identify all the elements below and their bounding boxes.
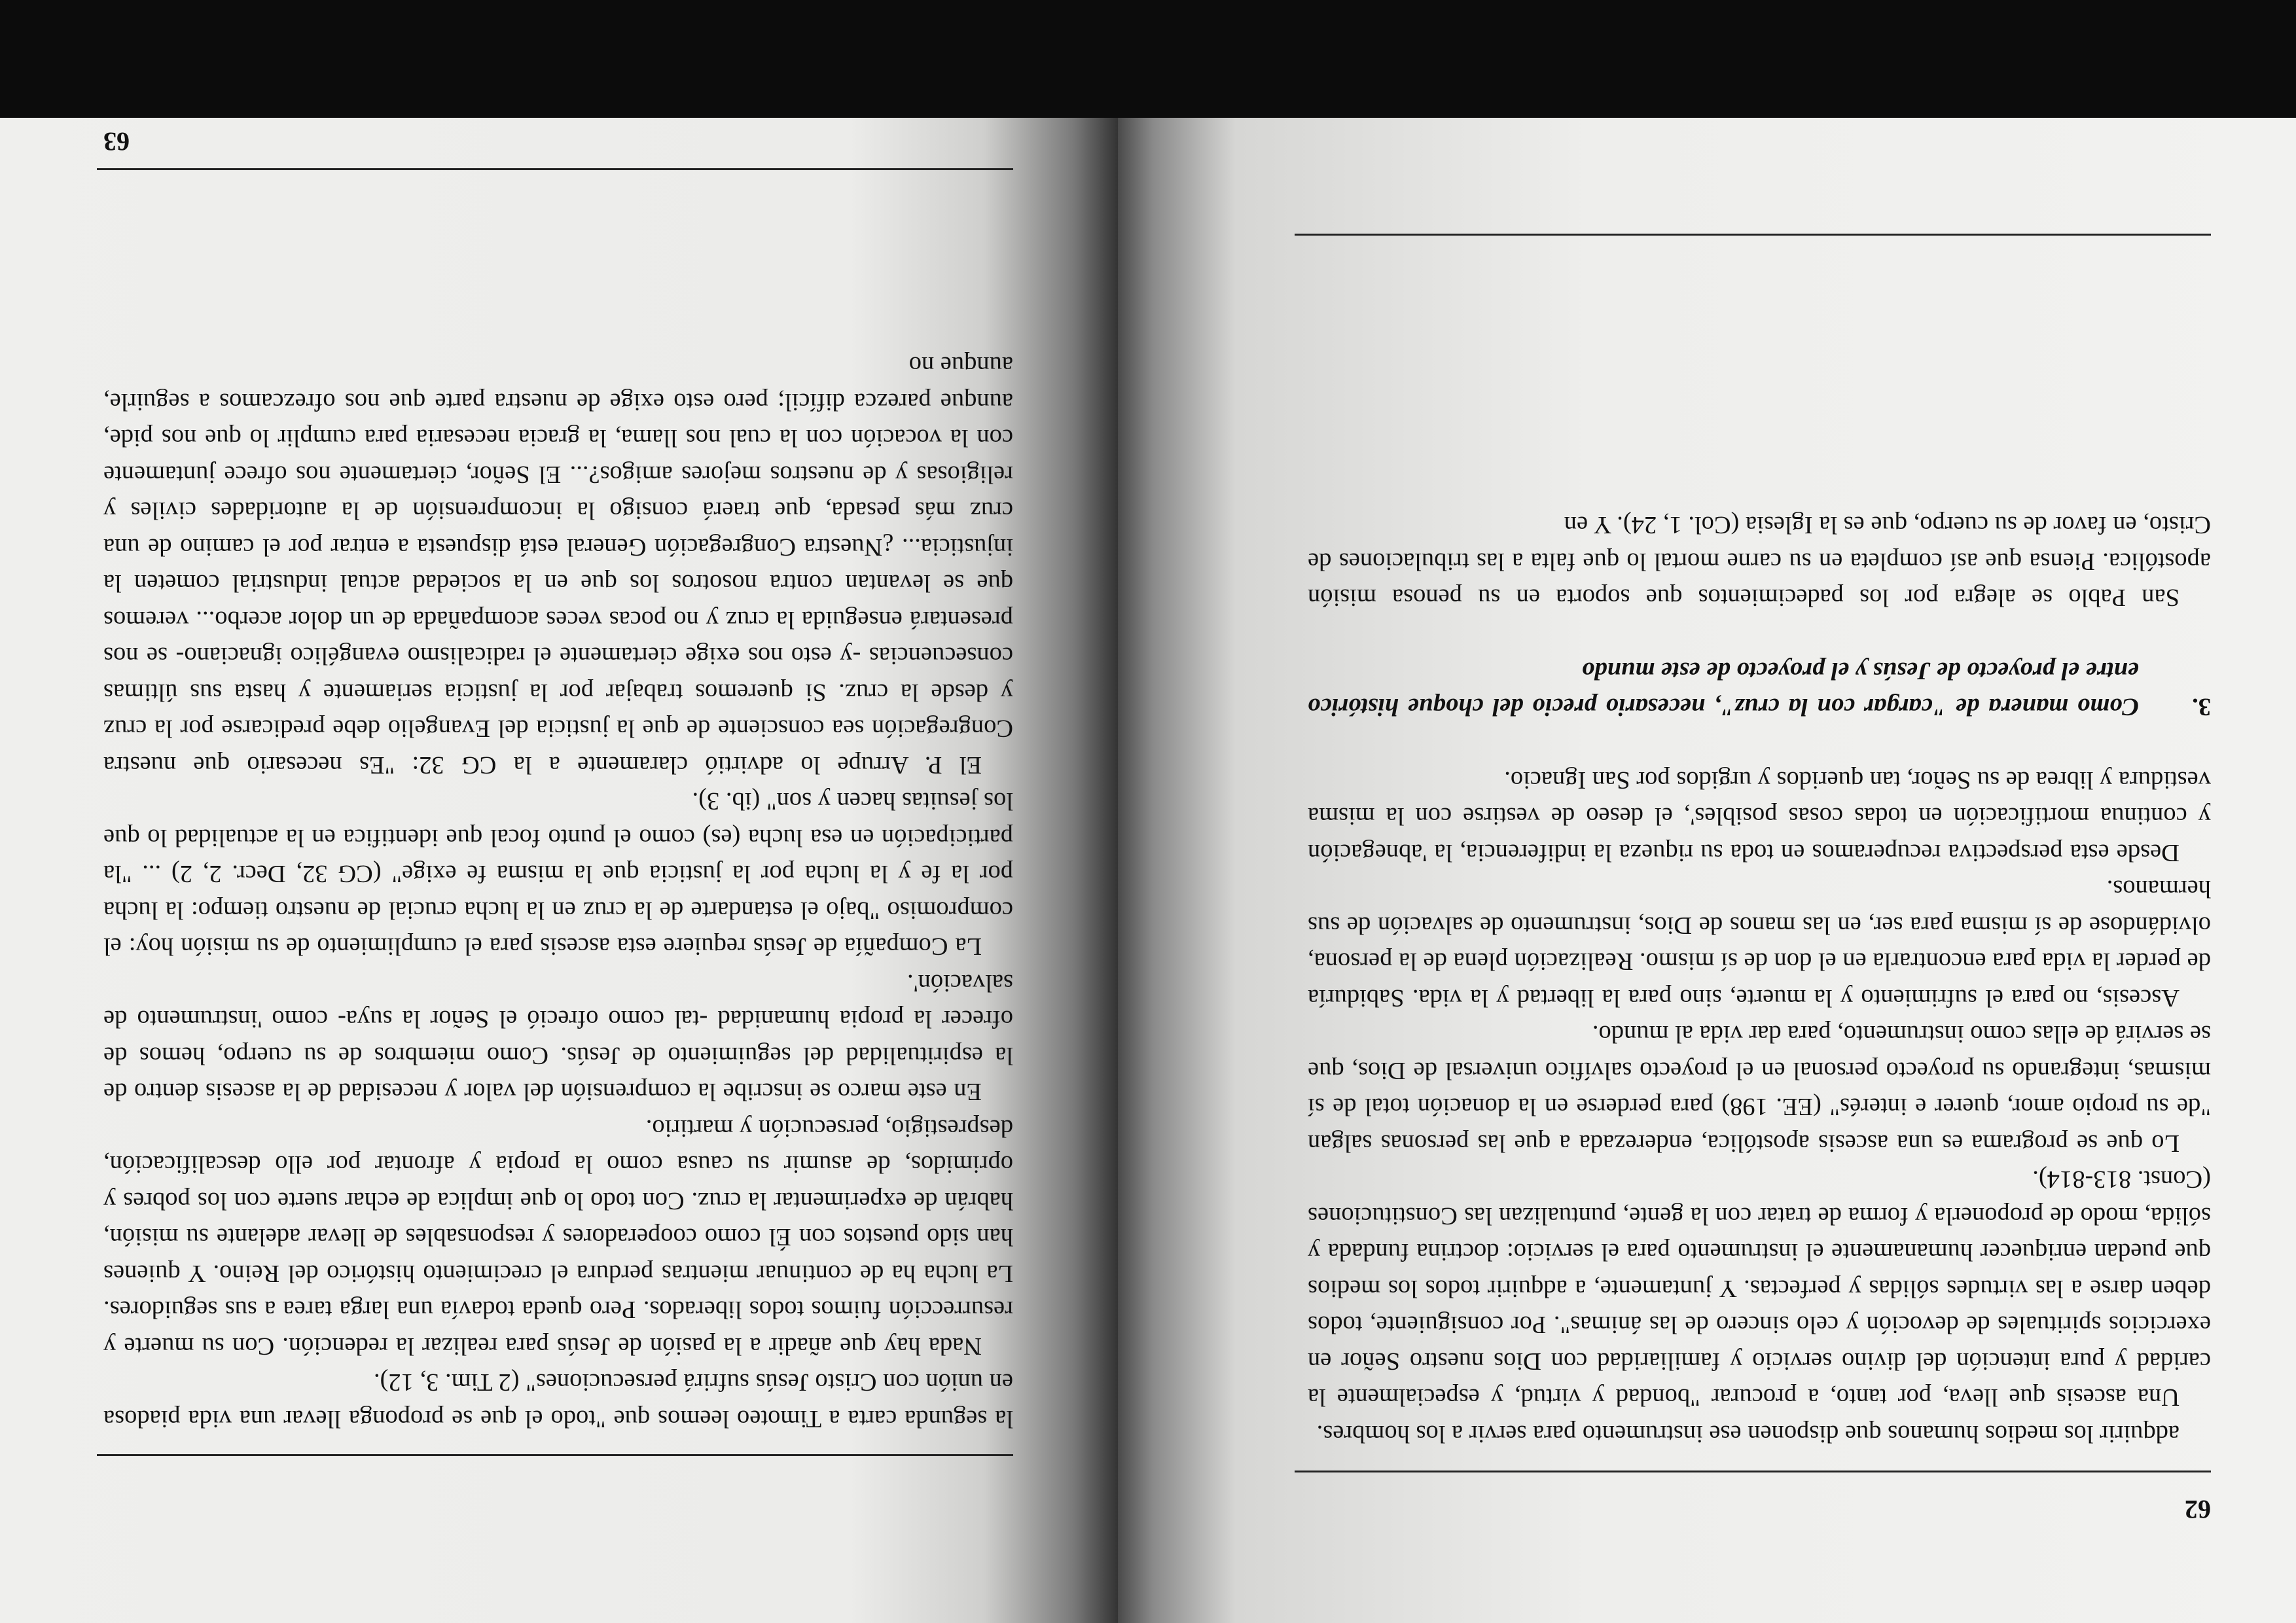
section-heading <box>1308 652 2211 725</box>
folio-62: 62 <box>2185 1495 2211 1524</box>
section-number: 3. <box>2192 693 2211 721</box>
folio-63: 63 <box>103 127 130 156</box>
p62-paragraph: San Pablo se alegra por los padecimientos que soporta en su penosa misión apostólica. Piensa que así completa en su carne mortal lo que falta a las tribulaciones de Cristo, en favor de su cuerpo, que es la Iglesia (Col. 1, 24). Y en <box>1308 511 2211 612</box>
page-63 <box>0 118 1118 1623</box>
p63-paragraph: la segunda carta a Timoteo leemos que "todo el que se proponga llevar una vida piadosa en unión con Cristo Jesús sufrirá persecuciones" (2 Tim. 3, 12). <box>103 1368 1013 1433</box>
p63-paragraph: La Compañía de Jesús requiere esta ascesis para el cumplimiento de su misión hoy: el compromiso "bajo el estandarte de la cruz en la lucha crucial de nuestro tiempo: la lucha por la fe y la lucha por la justicia que la misma fe exige" (CG 32, Decr. 2, 2) ... "la participación en esa lucha (es) como el punto focal que identifica en la actualidad lo que los jesuitas hacen y son" (ib. 3). <box>103 787 1013 961</box>
p63-paragraph: Nada hay que añadir a la pasión de Jesús para realizar la redención. Con su muerte y resurrección fuimos todos liberados. Pero queda todavía una larga tarea a sus seguidores. La lucha ha de continuar mientras perdura el crecimiento histórico del Reino. Y quienes han sido puestos con Él como cooperadores y responsables de llevar adelante su misión, habrán de experimentar la cruz. Con todo lo que implica de echar suerte con los pobres y oprimidos, de asumir su causa como la propia y afrontar por ello descalificación, desprestigio, persecución y martirio. <box>103 1115 1013 1360</box>
header-rule <box>1295 1471 2211 1472</box>
header-rule <box>97 1454 1013 1456</box>
p62-paragraph: Ascesis, no para el sufrimiento y la muerte, sino para la libertad y la vida. Sabiduría de perder la vida para encontrarla en el don de sí mismo. Realización plena de la persona, olvidándose de sí misma para ser, en las manos de Dios, instrumento de salvación de sus hermanos. <box>1308 875 2211 1012</box>
p62-paragraph: Desde esta perspectiva recuperamos en toda su riqueza la indiferencia, la 'abnegación y continua mortificación en todas cosas posibles', el deseo de vestirse con la misma vestidura y librea de su Señor, tan queridos y urgidos por San Ignacio. <box>1308 766 2211 866</box>
page-63-body <box>103 347 1013 1436</box>
footer-rule <box>97 168 1013 170</box>
p63-paragraph: El P. Arrupe lo advirtió claramente a la CG 32: "Es necesario que nuestra Congregación sea consciente de que la justicia del Evangelio debe predicarse por la cruz y desde la cruz. Si queremos trabajar por la justicia seriamente y hasta sus últimas consecuencias -y esto nos exige ciertamente el radicalismo evangélico ignaciano- se nos presentará enseguida la cruz y no pocas veces acompañada de un dolor acerbo... veremos que se levantan contra nosotros los que en la sociedad actual industrial cometen la injusticia... ¿Nuestra Congregación General está dispuesta a entrar por el camino de una cruz más pesada, que traerá consigo la incomprensión de la autoridades civiles y religiosas y de nuestros mejores amigos?... El Señor, ciertamente nos ofrece juntamente con la vocación con la cual nos llama, la gracia necesaria para cumplir lo que nos pide, aunque parezca difícil; pero esto exige de nuestra parte que nos ofrezcamos a seguirle, aunque no <box>103 351 1013 779</box>
page-62-body <box>1308 507 2211 1452</box>
p62-paragraph: Una ascesis que lleva, por tanto, a procurar "bondad y virtud, y especialmente la caridad y pura intención del divino servicio y familiaridad con Dios nuestro Señor en exercicios spirituales de devoción y celo sincero de las ánimas". Por consiguiente, todos deben darse a las virtudes sólidas y perfectas. Y juntamente, a adquirir todos los medios que puedan enriquecer humanamente el instrumento para el servicio: doctrina fundada y sólida, modo de proponerla y forma de tratar con la gente, puntualizan las Constituciones (Const. 813-814). <box>1308 1166 2211 1412</box>
p63-paragraph: En este marco se inscribe la comprensión del valor y necesidad de la ascesis dentro de la espiritualidad del seguimiento de Jesús. Como miembros de su cuerpo, hemos de ofrecer la propia humanidad -tal como ofreció el Señor la suya- como 'instrumento de salvación'. <box>103 969 1013 1106</box>
section-title: Como manera de "cargar con la cruz", necesario precio del choque histórico entre el proyecto de Jesús y el proyecto de este mundo <box>1308 657 2139 721</box>
p62-paragraph: adquirir los medios humanos que disponen ese instrumento para servir a los hombres. <box>1316 1420 2179 1448</box>
footer-rule <box>1295 234 2211 236</box>
p62-paragraph: Lo que se programa es una ascesis apostólica, enderezada a que las personas salgan "de su propio amor, querer e interés" (EE. 198) para perderse en la donación total de sí mismas, integrando su proyecto personal en el proyecto salvífico universal de Dios, que se servirá de ellas como instrumento, para dar vida al mundo. <box>1308 1020 2211 1157</box>
page-62 <box>1118 118 2296 1623</box>
